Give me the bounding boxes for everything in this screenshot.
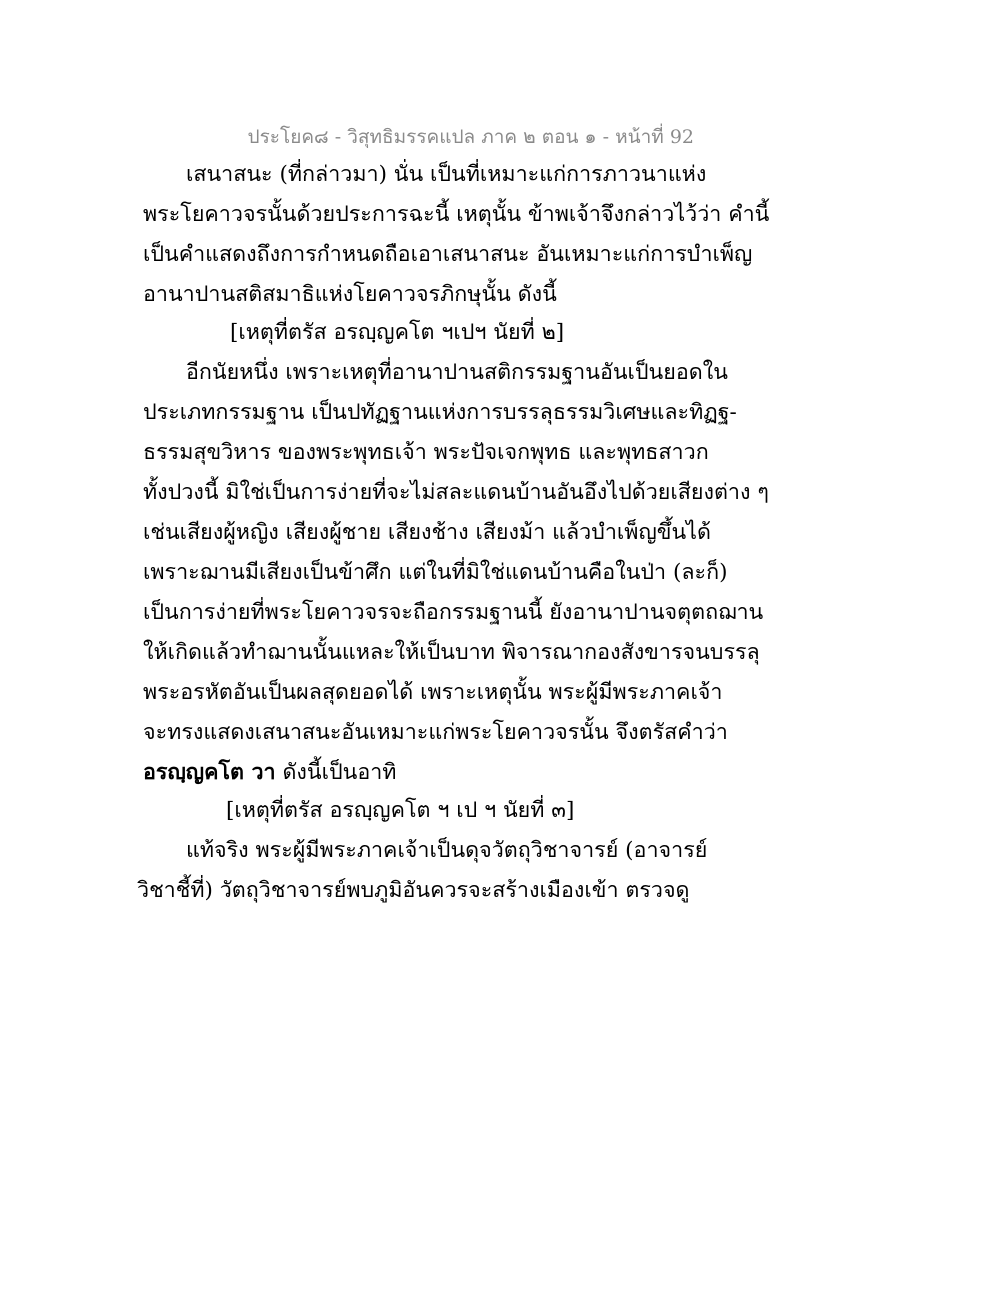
- text-line-13: ให้เกิดแล้วทำฌานนั้นแหละให้เป็นบาท พิจารณากองสังขารจนบรรลุ: [143, 640, 760, 665]
- text-line-2: พระโยคาวจรนั้นด้วยประการฉะนี้ เหตุนั้น ข้าพเจ้าจึงกล่าวไว้ว่า คำนี้: [143, 202, 770, 227]
- section-reference-3: [เหตุที่ตรัส อรญฺญคโต ฯ เป ฯ นัยที่ ๓]: [226, 798, 575, 823]
- text-line-1: เสนาสนะ (ที่กล่าวมา) นั่น เป็นที่เหมาะแก่การภาวนาแห่ง: [186, 162, 707, 187]
- text-line-12: เป็นการง่ายที่พระโยคาวจรจะถือกรรมฐานนี้ ยังอานาปานจตุตถฌาน: [143, 600, 764, 625]
- text-line-9: ทั้งปวงนี้ มิใช่เป็นการง่ายที่จะไม่สละแดนบ้านอันอึงไปด้วยเสียงต่าง ๆ: [143, 480, 769, 505]
- text-line-16-rest: ดังนี้เป็นอาทิ: [282, 760, 397, 785]
- text-line-7: ประเภทกรรมฐาน เป็นปทัฏฐานแห่งการบรรลุธรรมวิเศษและทิฏฐ-: [143, 400, 737, 425]
- text-line-16: [143, 758, 396, 788]
- text-line-14: พระอรหัตอันเป็นผลสุดยอดได้ เพราะเหตุนั้น พระผู้มีพระภาคเจ้า: [143, 680, 723, 705]
- text-line-6: อีกนัยหนึ่ง เพราะเหตุที่อานาปานสติกรรมฐานอันเป็นยอดใน: [186, 360, 728, 385]
- page-header: ประโยค๘ - วิสุทธิมรรคแปล ภาค ๒ ตอน ๑ - หน้าที่ 92: [247, 126, 694, 148]
- text-line-3: เป็นคำแสดงถึงการกำหนดถือเอาเสนาสนะ อันเหมาะแก่การบำเพ็ญ: [143, 242, 753, 267]
- text-line-19: วิชาชี้ที่) วัตถุวิชาจารย์พบภูมิอันควรจะสร้างเมืองเข้า ตรวจดู: [137, 878, 690, 903]
- text-line-10: เช่นเสียงผู้หญิง เสียงผู้ชาย เสียงช้าง เสียงม้า แล้วบำเพ็ญขึ้นได้: [143, 520, 711, 545]
- text-line-15: จะทรงแสดงเสนาสนะอันเหมาะแก่พระโยคาวจรนั้น จึงตรัสคำว่า: [143, 720, 728, 745]
- section-reference-2: [เหตุที่ตรัส อรญฺญคโต ฯเปฯ นัยที่ ๒]: [230, 320, 565, 345]
- text-line-18: แท้จริง พระผู้มีพระภาคเจ้าเป็นดุจวัตถุวิชาจารย์ (อาจารย์: [186, 838, 708, 863]
- pali-term: อรญฺญคโต วา: [143, 760, 276, 785]
- text-line-4: อานาปานสติสมาธิแห่งโยคาวจรภิกษุนั้น ดังนี้: [143, 282, 557, 307]
- text-line-11: เพราะฌานมีเสียงเป็นข้าศึก แต่ในที่มิใช่แดนบ้านคือในป่า (ละก็): [143, 560, 728, 585]
- text-line-8: ธรรมสุขวิหาร ของพระพุทธเจ้า พระปัจเจกพุทธ และพุทธสาวก: [143, 440, 709, 465]
